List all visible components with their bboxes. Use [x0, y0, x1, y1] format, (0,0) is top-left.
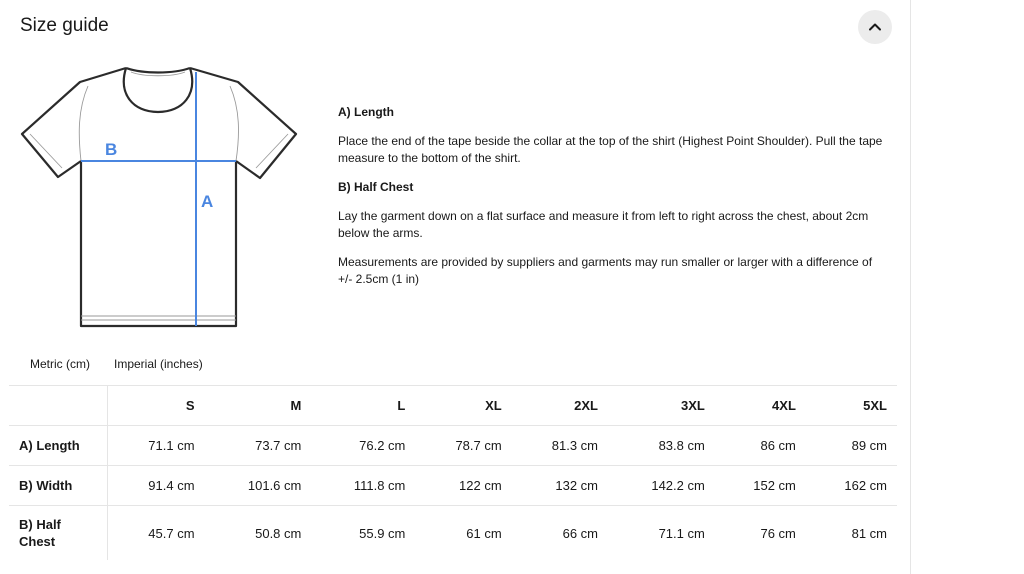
- size-header: M: [205, 386, 312, 426]
- table-row: [9, 426, 897, 466]
- size-header: S: [108, 386, 205, 426]
- tshirt-measurement-diagram: [18, 64, 300, 332]
- table-cell: 122 cm: [415, 466, 511, 506]
- table-row: [9, 506, 897, 561]
- size-header: 2XL: [512, 386, 608, 426]
- table-cell: 142.2 cm: [608, 466, 715, 506]
- size-header: L: [311, 386, 415, 426]
- table-cell: 91.4 cm: [108, 466, 205, 506]
- table-row: [9, 466, 897, 506]
- chevron-up-icon: [867, 19, 883, 35]
- table-cell: 66 cm: [512, 506, 608, 561]
- table-cell: 101.6 cm: [205, 466, 312, 506]
- table-cell: 61 cm: [415, 506, 511, 561]
- length-instructions: Place the end of the tape beside the collar at the top of the shirt (Highest Point Shoulder). Pull the tape measure to the bottom of the shirt.: [338, 134, 883, 165]
- table-cell: 55.9 cm: [311, 506, 415, 561]
- table-cell: 152 cm: [715, 466, 806, 506]
- label-b: B: [105, 140, 118, 159]
- table-cell: 81.3 cm: [512, 426, 608, 466]
- table-cell: 111.8 cm: [311, 466, 415, 506]
- size-header: 3XL: [608, 386, 715, 426]
- table-cell: 89 cm: [806, 426, 897, 466]
- size-header: XL: [415, 386, 511, 426]
- table-cell: 132 cm: [512, 466, 608, 506]
- collapse-button[interactable]: [858, 10, 892, 44]
- table-cell: 45.7 cm: [108, 506, 205, 561]
- table-cell: 78.7 cm: [415, 426, 511, 466]
- table-cell: 86 cm: [715, 426, 806, 466]
- row-label: B) Width: [9, 466, 108, 506]
- table-cell: 73.7 cm: [205, 426, 312, 466]
- table-cell: 83.8 cm: [608, 426, 715, 466]
- length-heading: A) Length: [338, 105, 394, 119]
- size-header: 5XL: [806, 386, 897, 426]
- tab-metric[interactable]: Metric (cm): [30, 357, 90, 371]
- table-cell: 76 cm: [715, 506, 806, 561]
- chest-heading: B) Half Chest: [338, 180, 414, 194]
- table-cell: 71.1 cm: [608, 506, 715, 561]
- table-cell: 162 cm: [806, 466, 897, 506]
- size-header: 4XL: [715, 386, 806, 426]
- table-cell: 81 cm: [806, 506, 897, 561]
- measurement-instructions: [338, 104, 888, 300]
- label-a: A: [201, 192, 214, 211]
- table-header-row: [9, 386, 897, 426]
- size-table: [9, 385, 897, 560]
- row-label: A) Length: [9, 426, 108, 466]
- size-guide-title: Size guide: [20, 15, 109, 36]
- table-corner-cell: [9, 386, 108, 426]
- tab-imperial[interactable]: Imperial (inches): [114, 357, 203, 371]
- table-cell: 50.8 cm: [205, 506, 312, 561]
- table-cell: 76.2 cm: [311, 426, 415, 466]
- chest-instructions: Lay the garment down on a flat surface and measure it from left to right across the chest, about 2cm below the arms.: [338, 209, 869, 240]
- table-cell: 71.1 cm: [108, 426, 205, 466]
- measurement-note: Measurements are provided by suppliers and garments may run smaller or larger with a difference of +/- 2.5cm (1 in): [338, 255, 873, 286]
- row-label: B) Half Chest: [9, 506, 108, 561]
